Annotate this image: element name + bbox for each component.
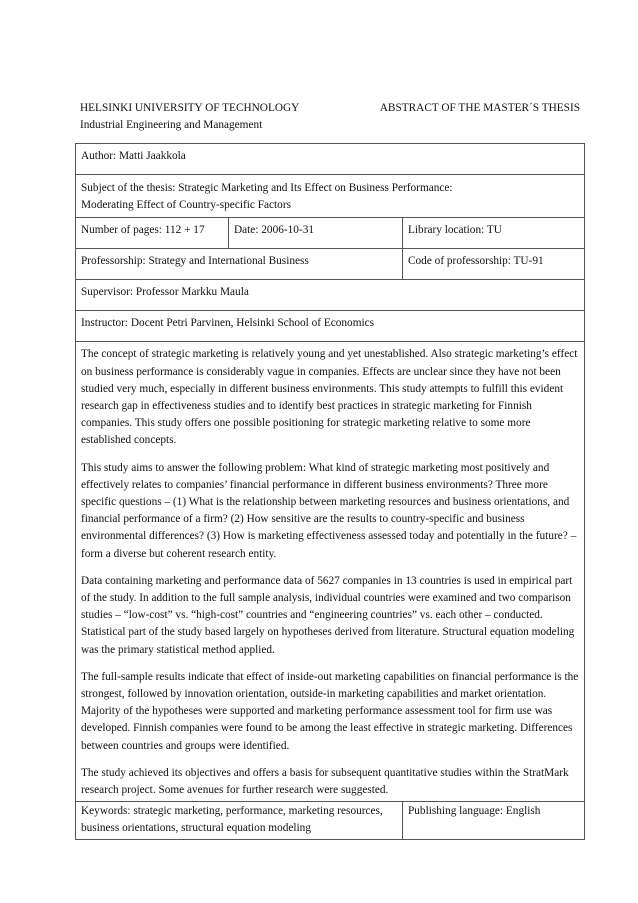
pages-field: Number of pages: 112 + 17 [76,218,229,249]
instructor-field: Instructor: Docent Petri Parvinen, Helsinki School of Economics [76,311,585,342]
abstract-paragraph: This study aims to answer the following problem: What kind of strategic marketing most positively and effectively relates to companies’ financial performance in different business environments? Three more specific questions – (1) What is the relationship between marketing resources and business orientations, and financial performance of a firm? (2) How sensitive are the results to country-specific and business environmental differences? (3) How is marketing effectiveness assessed today and potentially in the future? – form a diverse but coherent research entity. [81,461,577,560]
document-header [80,100,580,134]
professorship-code-field: Code of professorship: TU-91 [403,249,585,280]
abstract-paragraph: The study achieved its objectives and offers a basis for subsequent quantitative studies within the StratMark research project. Some avenues for further research were suggested. [81,766,569,797]
document-type: ABSTRACT OF THE MASTER´S THESIS [379,102,580,114]
supervisor-row [76,280,585,311]
department-name: Industrial Engineering and Management [80,119,263,132]
professorship-field: Professorship: Strategy and International Business [76,249,403,280]
header-row [80,100,580,117]
keywords-row [76,802,585,839]
author-field: Author: Matti Jaakkola [76,144,585,175]
meta-row [76,218,585,249]
abstract-paragraph: Data containing marketing and performance data of 5627 companies in 13 countries is used in empirical part of the study. In addition to the full sample analysis, individual countries were examined and two comparison studies – “low-cost” vs. “high-cost” countries and “engineering countries” vs. each other – conducted. Statistical part of the study based largely on hypotheses derived from literature. Structural equation modeling was the primary statistical method applied. [81,574,575,656]
keywords-field: Keywords: strategic marketing, performance, marketing resources, business orientations, structural equation modeling [76,802,403,839]
professorship-row [76,249,585,280]
language-field: Publishing language: English [403,802,585,839]
abstract-body [76,342,585,802]
date-field: Date: 2006-10-31 [229,218,403,249]
library-field: Library location: TU [403,218,585,249]
author-row [76,144,585,175]
university-name: HELSINKI UNIVERSITY OF TECHNOLOGY [80,102,300,114]
abstract-form-table [75,143,585,840]
subject-row [76,175,585,218]
abstract-row [76,342,585,802]
abstract-paragraph: The concept of strategic marketing is relatively young and yet unestablished. Also strategic marketing’s effect on business performance is considerably vague in companies. Effects are unclear since they have not been studied very much, especially in different business environments. This study attempts to fulfill this evident research gap in effectiveness studies and to identify best practices in strategic marketing for Finnish companies. This study offers one possible positioning for strategic marketing relative to some more established concepts. [81,348,578,447]
subject-line-1: Subject of the thesis: Strategic Marketing and Its Effect on Business Performance: [81,182,453,194]
subject-line-2: Moderating Effect of Country-specific Factors [81,199,291,212]
instructor-row [76,311,585,342]
subject-field [76,175,585,218]
abstract-paragraph: The full-sample results indicate that effect of inside-out marketing capabilities on financial performance is the strongest, followed by innovation orientation, outside-in marketing capabilities and market orientation. Majority of the hypotheses were supported and marketing performance assessment tool for firm use was developed. Finnish companies were found to be among the least effective in strategic marketing. Differences between countries and groups were identified. [81,670,579,752]
supervisor-field: Supervisor: Professor Markku Maula [76,280,585,311]
